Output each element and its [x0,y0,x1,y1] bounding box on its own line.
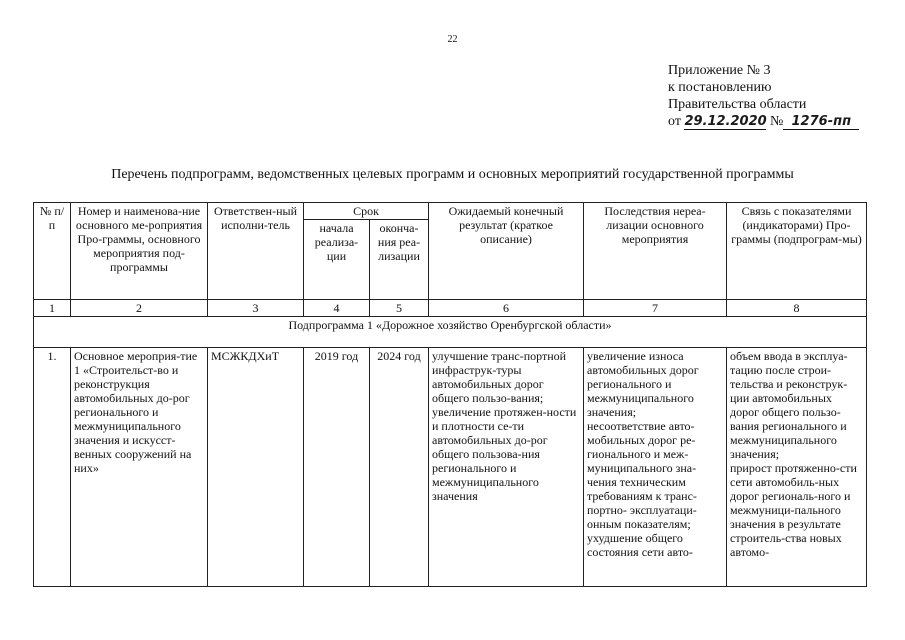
column-number: 6 [429,300,584,317]
subprogram-row [34,317,867,348]
cell-end: 2024 год [370,348,429,587]
header-term-start: начала реализа-ции [304,220,370,300]
program-table [33,202,867,587]
header-num: № п/п [34,203,71,300]
column-number: 7 [584,300,727,317]
page-number: 22 [447,34,458,45]
header-consequences: Последствия нереа-лизации основного мероприятия [584,203,727,300]
cell-indicators: объем ввода в эксплуа-тацию после строи-тельства и реконструк-ции автомобильных дорог общего пользо-вания регионального и межмуниципального значения; прирост протяженно-сти сети автомобиль-ных дорог региональ-ного и межмуници-пального значения в результате строитель-ства новых автомо- [727,348,867,587]
cell-result: улучшение транс-портной инфраструк-туры автомобильных дорог общего пользо-вания; увеличение протяжен-ности и плотности се-ти автомобильных до-рог общего пользова-ния регионального и межмуниципального значения [429,348,584,587]
document-title: Перечень подпрограмм, ведомственных целевых программ и основных мероприятий государственной программы [111,167,794,182]
cell-num: 1. [34,348,71,587]
number-prefix: № [769,114,784,129]
header-term-end: оконча-ния реа-лизации [370,220,429,300]
column-number: 5 [370,300,429,317]
handwritten-number: 1276-пп [783,115,859,130]
appendix-line-2: к постановлению [668,80,772,95]
header-result: Ожидаемый конечный результат (краткое описание) [429,203,584,300]
cell-name: Основное мероприя-тие 1 «Строительст-во и реконструкция автомобильных до-рог регионального и межмуниципального значения и искусст-венных сооружений на них» [71,348,208,587]
header-row [34,203,867,220]
column-number: 3 [208,300,304,317]
subprogram-title: Подпрограмма 1 «Дорожное хозяйство Оренбургской области» [34,317,867,348]
handwritten-date: 29.12.2020 [684,114,767,129]
appendix-line-1: Приложение № 3 [668,63,771,78]
cell-responsible: МСЖКДХиТ [208,348,304,587]
column-number: 1 [34,300,71,317]
column-number: 2 [71,300,208,317]
header-responsible: Ответствен-ный исполни-тель [208,203,304,300]
cell-consequences: увеличение износа автомобильных дорог регионального и межмуниципального значения; несоответствие авто-мобильных дорог ре-гионального и меж-муниципального зна-чения техническим требованиям к транс-портно- эксплуатаци-онным показателям; ухудшение общего состояния сети авто- [584,348,727,587]
header-term: Срок [304,203,429,220]
appendix-date-line [668,113,859,130]
header-indicators: Связь с показателями (индикаторами) Про-граммы (подпрограм-мы) [727,203,867,300]
appendix-line-3: Правительства области [668,97,807,112]
appendix-block [668,62,859,130]
table-row [34,348,867,587]
column-number-row [34,300,867,317]
column-number: 8 [727,300,867,317]
column-number: 4 [304,300,370,317]
header-name: Номер и наименова-ние основного ме-роприятия Про-граммы, основного мероприятия под-программы [71,203,208,300]
cell-start: 2019 год [304,348,370,587]
date-prefix: от [668,114,681,129]
